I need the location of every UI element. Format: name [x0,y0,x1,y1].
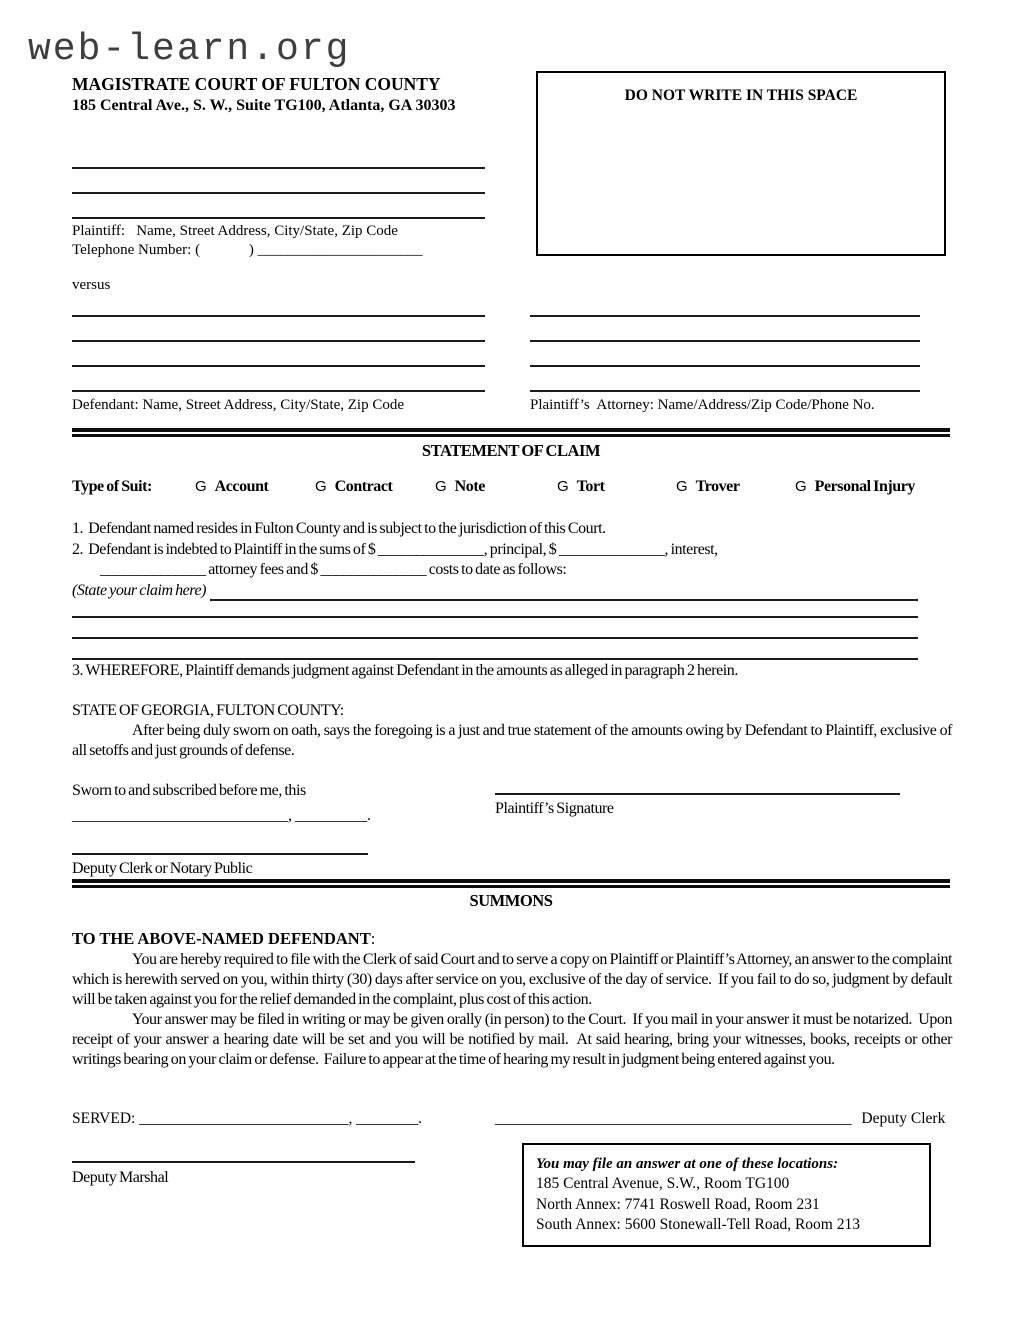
court-header [72,74,455,116]
suit-option-label: Trover [695,478,740,495]
defendant-blank-line [72,317,485,342]
suit-option-contract [315,478,392,496]
plaintiff-section [72,144,485,260]
checkbox-glyph: G [315,478,327,495]
checkbox-glyph: G [557,478,569,495]
georgia-oath-section [72,701,952,760]
claim-item-3: 3. WHEREFORE, Plaintiff demands judgment against Defendant in the amounts as alleged in paragraph 2 herein. [72,662,738,679]
suit-option-tort [557,478,605,496]
georgia-heading: STATE OF GEORGIA, FULTON COUNTY: [72,702,344,719]
court-name: MAGISTRATE COURT OF FULTON COUNTY [72,74,441,94]
plaintiff-blank-line [72,169,485,194]
filing-locations-box [522,1143,931,1247]
sworn-before-label: Sworn to and subscribed before me, this [72,782,306,799]
versus-label: versus [72,277,111,293]
type-of-suit-row [72,478,950,498]
to-defendant-heading [72,929,952,949]
claim-item-2 [72,540,952,580]
claim-write-line [72,597,918,618]
notary-label: Deputy Clerk or Notary Public [72,860,253,877]
attorney-blank-line [530,317,920,342]
attorney-section [530,292,920,415]
suit-option-label: Note [454,478,485,495]
attorney-blank-line [530,342,920,367]
to-defendant-bold: TO THE ABOVE-NAMED DEFENDANT [72,929,371,948]
deputy-marshal-line [72,1147,415,1163]
defendant-blank-line [72,292,485,317]
filing-location-line: North Annex: 7741 Roswell Road, Room 231 [536,1195,820,1213]
section-divider [72,428,950,437]
court-address: 185 Central Ave., S. W., Suite TG100, Atlanta, GA 30303 [72,97,456,114]
notary-block [72,839,368,879]
site-watermark: web-learn.org [28,28,351,71]
deputy-marshal-block [72,1147,415,1188]
statement-of-claim-title: STATEMENT OF CLAIM [421,441,601,460]
claim-write-line [72,618,918,639]
plaintiff-caption: Plaintiff: Name, Street Address, City/State, Zip Code [72,223,398,239]
attorney-caption: Plaintiff’s Attorney: Name/Address/Zip Code/Phone No. [530,397,875,413]
to-defendant-colon: : [370,929,376,948]
deputy-marshal-label: Deputy Marshal [72,1169,169,1186]
deputy-clerk-signature [495,1110,945,1128]
suit-option-personal-injury [795,478,915,496]
telephone-caption: Telephone Number: ( ) ______________________ [72,242,423,258]
plaintiff-signature-line [495,771,900,795]
summons-body [72,950,952,1070]
claim-write-lines [72,597,918,660]
do-not-write-label: DO NOT WRITE IN THIS SPACE [624,87,858,104]
defendant-section [72,292,485,415]
sworn-date-blanks: ___________________________, _________. [72,807,371,824]
suit-option-label: Account [214,478,269,495]
claim-item-2-line1: 2. Defendant is indebted to Plaintiff in the sums of $ ______________, principal, $ ______________, interest, [72,541,718,558]
suit-option-label: Personal Injury [814,478,915,495]
plaintiff-blank-line [72,194,485,219]
checkbox-glyph: G [676,478,688,495]
checkbox-glyph: G [795,478,807,495]
state-claim-label: (State your claim here) [72,582,207,599]
deputy-clerk-line: ______________________________________________ [495,1110,852,1127]
checkbox-glyph: G [435,478,447,495]
filing-locations-heading: You may file an answer at one of these locations: [536,1156,839,1172]
suit-option-label: Tort [576,478,605,495]
sworn-block [72,781,472,826]
signature-block [495,771,900,819]
filing-location-line: South Annex: 5600 Stonewall-Tell Road, Room 213 [536,1216,860,1233]
attorney-blank-line [530,367,920,392]
attorney-blank-line [530,292,920,317]
notary-signature-line [72,839,368,855]
suit-option-account [195,478,268,496]
plaintiff-blank-line [72,144,485,169]
claim-write-line [72,639,918,660]
suit-option-note [435,478,485,496]
claim-item-2-line2: ______________ attorney fees and $ ______________ costs to date as follows: [100,561,567,578]
defendant-blank-line [72,342,485,367]
summons-paragraph-1: You are hereby required to file with the Clerk of said Court and to serve a copy on Plaintiff or Plaintiff’s Attorney, an answer to the complaint which is herewith served on you, within thirty (30) days after service on you, exclusive of the day of service. If you fail to do so, judgment by default will be taken against you for the relief demanded in the complaint, plus cost of this action. [72,951,952,1008]
served-row [72,1110,946,1128]
type-of-suit-label: Type of Suit: [72,478,152,495]
suit-option-trover [676,478,739,496]
do-not-write-box [536,71,946,256]
defendant-caption: Defendant: Name, Street Address, City/State, Zip Code [72,397,405,413]
filing-location-line: 185 Central Avenue, S.W., Room TG100 [536,1175,790,1192]
summons-paragraph-2: Your answer may be filed in writing or may be given orally (in person) to the Court. If you mail in your answer it must be notarized. Upon receipt of your answer a hearing date will be set and you will be notified by mail. At said hearing, bring your witnesses, books, receipts or other writings bearing on your claim or defense. Failure to appear at the time of hearing my result in judgment being entered against you. [72,1011,952,1068]
oath-paragraph: After being duly sworn on oath, says the foregoing is a just and true statement of the amounts owing by Defendant to Plaintiff, exclusive of all setoffs and just grounds of defense. [72,722,952,759]
summons-title: SUMMONS [469,891,553,910]
claim-item-1: 1. Defendant named resides in Fulton County and is subject to the jurisdiction of this Court. [72,520,606,537]
deputy-clerk-label: Deputy Clerk [861,1110,946,1127]
served-label: SERVED: ___________________________, ________. [72,1110,423,1127]
plaintiff-signature-label: Plaintiff’s Signature [495,800,614,817]
suit-option-label: Contract [334,478,393,495]
checkbox-glyph: G [195,478,207,495]
section-divider [72,879,950,888]
defendant-blank-line [72,367,485,392]
